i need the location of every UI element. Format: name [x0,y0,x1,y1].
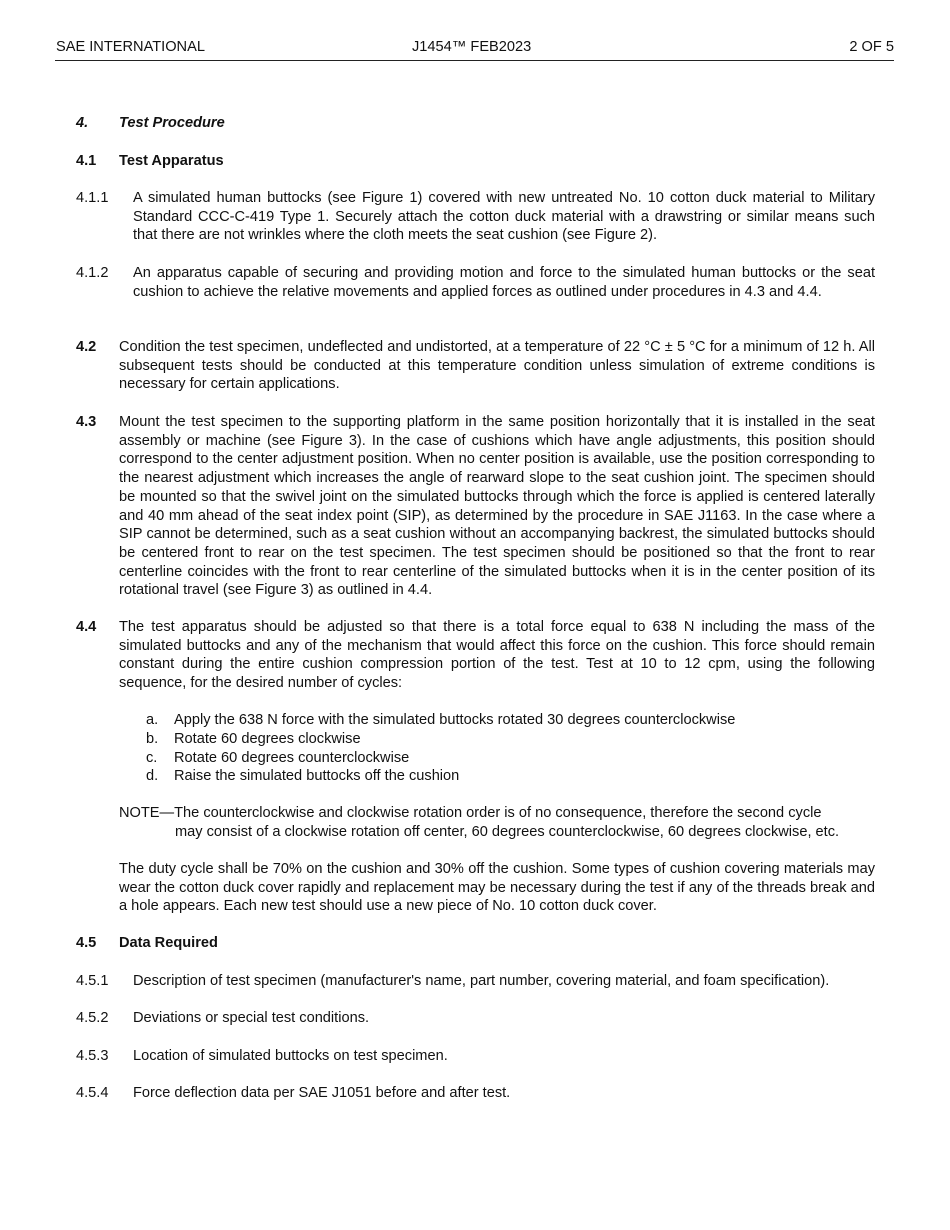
paragraph: Force deflection data per SAE J1051 before and after test. [133,1085,511,1101]
section-number: 4.5.2 [76,1010,109,1026]
header-page-number: 2 OF 5 [849,39,894,55]
list-label: b. [146,731,159,747]
page-header [55,38,894,61]
note-line: NOTE—The counterclockwise and clockwise rotation order is of no consequence, therefore the second cycle [119,805,822,821]
section-number: 4.1 [76,153,97,169]
note [119,804,875,841]
section-4-5-2 [76,1009,875,1028]
list-text: Rotate 60 degrees counterclockwise [174,750,410,766]
paragraph: The test apparatus should be adjusted so that there is a total force equal to 638 N including the mass of the simulated buttocks and any of the mechanism that would affect this force on the cushion. This force should remain constant during the entire cushion compression portion of the test. Test at 10 to 12 cpm, using the following sequence, for the desired number of cycles: [119,619,875,692]
paragraph: A simulated human buttocks (see Figure 1) covered with new untreated No. 10 cotton duck material to Military Standard CCC-C-419 Type 1. Securely attach the cotton duck material with a drawstring or similar means such that there are not wrinkles where the cloth meets the seat cushion (see Figure 2). [133,190,875,244]
section-title: Test Procedure [119,115,225,131]
section-4-1-1 [76,189,875,245]
section-number: 4.5.1 [76,973,109,989]
paragraph: An apparatus capable of securing and providing motion and force to the simulated human buttocks or the seat cushion to achieve the relative movements and applied forces as outlined under procedures in 4.3 and 4.4. [133,265,875,300]
section-4-4 [76,618,875,693]
section-4-3 [76,413,875,600]
note-line: may consist of a clockwise rotation off center, 60 degrees counterclockwise, 60 degrees clockwise, etc. [175,823,840,840]
paragraph: Mount the test specimen to the supporting platform in the same position horizontally that it is installed in the seat assembly or machine (see Figure 3). In the case of cushions which have angle adjustments, this position should correspond to the center adjustment position. When no center position is available, use the position corresponding to the nearest adjustment which increases the angle of rearward slope to the seat cushion joint. The specimen should be mounted so that the swivel joint on the simulated buttocks through which the force is applied is centered laterally and 40 mm ahead of the seat index point (SIP), as determined by the procedure in SAE J1163. In the case where a SIP cannot be determined, such as a seat cushion without an accompanying backrest, the simulated buttocks should be centered front to rear on the test specimen. The test specimen should be positioned so that the front to rear centerline coincides with the front to rear centerline of the simulated buttocks when it is in the center position of its rotational travel (see Figure 3) as outlined in 4.4. [119,414,875,599]
section-4-2 [76,338,875,394]
list-text: Raise the simulated buttocks off the cushion [174,768,460,784]
section-4-5-3 [76,1047,875,1066]
section-number: 4.3 [76,414,97,430]
header-org: SAE INTERNATIONAL [56,39,205,55]
section-number: 4.5.3 [76,1048,109,1064]
section-4-1-2 [76,264,875,301]
duty-cycle-paragraph: The duty cycle shall be 70% on the cushion and 30% off the cushion. Some types of cushion covering materials may wear the cotton duck cover rapidly and replacement may be necessary during the test if any of the threads break and a hole appears. Each new test should use a new piece of No. 10 cotton duck cover. [119,861,875,915]
list-text: Rotate 60 degrees clockwise [174,731,361,747]
section-number: 4.5.4 [76,1085,109,1101]
paragraph: Condition the test specimen, undeflected and undistorted, at a temperature of 22 °C ± 5 °C for a minimum of 12 h. All subsequent tests should be conducted at this temperature condition unless simulation of extreme conditions is necessary for certain applications. [119,339,875,393]
section-4-5-4 [76,1084,875,1103]
paragraph: Location of simulated buttocks on test specimen. [133,1048,448,1064]
header-doc-id: J1454™ FEB2023 [412,39,532,55]
section-number: 4.4 [76,619,97,635]
paragraph: Description of test specimen (manufacturer's name, part number, covering material, and foam specification). [133,973,830,989]
list-label: a. [146,712,159,728]
paragraph: Deviations or special test conditions. [133,1010,370,1026]
section-number: 4.1.2 [76,265,109,281]
list-label: d. [146,768,159,784]
section-number: 4. [76,115,89,131]
section-title: Test Apparatus [119,153,224,169]
list-text: Apply the 638 N force with the simulated buttocks rotated 30 degrees counterclockwise [174,712,736,728]
section-number: 4.2 [76,339,97,355]
list-label: c. [146,750,158,766]
section-number: 4.1.1 [76,190,109,206]
section-number: 4.5 [76,935,97,951]
section-title: Data Required [119,935,218,951]
section-4-5-1 [76,972,875,991]
